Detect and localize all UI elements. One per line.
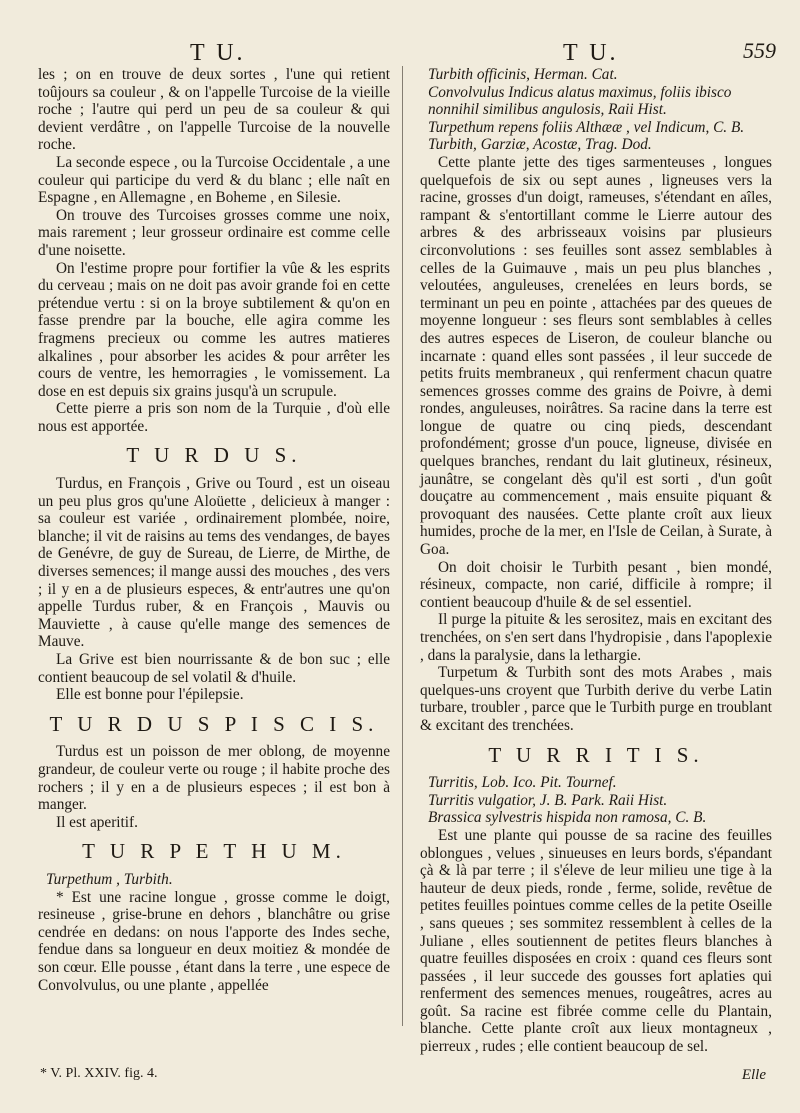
paragraph: La seconde espece , ou la Turcoise Occidentale , a une couleur qui participe du verd & du blanc ; elle naît en Espagne , en Allemagne , en Boheme , en Silesie. — [38, 153, 390, 207]
paragraph: On doit choisir le Turbith pesant , bien mondé, résineux, compacte, non carié, difficile à rompre; il contient beaucoup d'huile & de sel essentiel. — [420, 558, 772, 611]
right-text-column — [420, 66, 772, 1056]
running-head-right: T U. — [563, 40, 619, 66]
paragraph: Turdus, en François , Grive ou Tourd , est un oiseau un peu plus gros qu'une Aloüette , delicieux à manger : sa couleur est variée , ordinairement plombée, noire, blanche; il vit de raisins au tems des vendanges, de bayes de Genévre, de guy de Sureau, de Lierre, de Mirthe, de diverses semences; il mange aussi des mouches , des vers ; il y en a de plusieurs especes, & entr'autres une qu'on appelle Turdus ruber, & en François , Mauvis ou Mauviette , à cause qu'elle mange des semences de Mauve. — [38, 475, 390, 651]
paragraph: les ; on en trouve de deux sortes , l'une qui retient toûjours sa couleur , & on l'appelle Turcoise de la vieille roche ; l'autre qui perd un peu de sa couleur & qui devient verdâtre , on l'appelle Turcoise de la nouvelle roche. — [38, 66, 390, 154]
section-heading: T U R D U S. — [126, 443, 302, 468]
page-number: 559 — [743, 38, 776, 63]
synonym-line: Convolvulus Indicus alatus maximus, foliis ibisco nonnihil similibus angulosis, Raii Hist. — [428, 83, 732, 119]
left-text-column — [38, 66, 390, 994]
paragraph: Turdus est un poisson de mer oblong, de moyenne grandeur, de couleur verte ou rouge ; il habite proche des rochers ; il y en a de plusieurs especes ; il est bon à manger. — [38, 743, 390, 814]
synonym-line: Turritis vulgatior, J. B. Park. Raii Hist. — [428, 791, 668, 809]
footnote: * V. Pl. XXIV. fig. 4. — [40, 1066, 158, 1081]
paragraph: Cette plante jette des tiges sarmenteuses , longues quelquefois de six ou sept aunes , ligneuses vers la racine, grosses d'un doigt, rameuses, s'étendant en aîles, rampant & s'entortillant comme le Lierre autour des arbres & des arbrisseaux voisins par plusieurs circonvolutions : ses feuilles sont assez semblables à celles de la Guimauve , mais un peu plus blanches , veloutées, anguleuses, crenelées en leurs bords, se terminant un peu en pointe , attachées par des queues de moyenne longueur : ses fleurs sont semblables à celles des autres especes de Liseron, de couleur blanche ou incarnate : quand elles sont passées , il leur succede de petits fruits membraneux , qui renferment chacun quatre semences grosses comme des grains de Poivre, à demi rondes, anguleuses, noirâtres. Sa racine dans la terre est longue de quatre ou cinq pieds, descendant profondément; grosse d'un pouce, ligneuse, divisée en quelques branches, rendant du lait glutineux, résineux, jaunâtre, se congelant dès qu'il est sorti , d'un goût douçatre au commencement , mais ensuite piquant & provoquant des nausées. Cette plante croît aux lieux humides, proche de la mer, en l'Isle de Ceilan, à Surate, à Goa. — [420, 153, 772, 559]
section-heading: T U R P E T H U M. — [82, 839, 346, 864]
paragraph: Elle est bonne pour l'épilepsie. — [56, 686, 244, 704]
synonym-line: Turpethum , Turbith. — [46, 870, 173, 888]
paragraph: Il est aperitif. — [56, 813, 138, 831]
paragraph: On trouve des Turcoises grosses comme une noix, mais rarement ; leur grosseur ordinaire est comme celle d'une noisette. — [38, 206, 390, 259]
synonym-line: Turbith officinis, Herman. Cat. — [428, 66, 618, 83]
synonym-line: Turbith, Garziæ, Acostæ, Trag. Dod. — [428, 136, 652, 154]
catchword: Elle — [741, 1067, 766, 1083]
running-head-left: T U. — [190, 40, 246, 66]
paragraph: La Grive est bien nourrissante & de bon suc ; elle contient beaucoup de sel volatil & d'huile. — [38, 651, 390, 686]
paragraph: Il purge la pituite & les serositez, mais en excitant des trenchées, on s'en sert dans l'hydropisie , dans l'apoplexie , dans la paralysie, dans la lethargie. — [420, 611, 772, 664]
section-heading: T U R R I T I S. — [488, 742, 704, 767]
paragraph: Turpetum & Turbith sont des mots Arabes , mais quelques-uns croyent que Turbith derive du verbe Latin turbare, troubler , parce que le Turbith purge en troublant & excitant des trenchées. — [420, 664, 772, 734]
paragraph: Cette pierre a pris son nom de la Turquie , d'où elle nous est apportée. — [38, 400, 390, 435]
synonym-line: Brassica sylvestris hispida non ramosa, C. B. — [428, 809, 707, 827]
paragraph: * Est une racine longue , grosse comme le doigt, resineuse , grise-brune en dehors , blanchâtre ou grise cendrée en dedans: on nous l'apporte des Indes seche, fendue dans sa longueur en deux moitiez & mondée de son cœur. Elle pousse , étant dans la terre , une espece de Convolvulus, ou une plante , appellée — [38, 888, 390, 994]
column-divider-rule — [402, 66, 403, 1026]
synonym-line: Turpethum repens foliis Althææ , vel Indicum, C. B. — [428, 118, 745, 136]
paragraph: On l'estime propre pour fortifier la vûe & les esprits du cerveau ; mais on ne doit pas avoir grande foi en cette prétendue vertu : si on la broye subtilement & qu'on en fasse prendre par la bouche, elle agira comme les fragmens precieux ou comme les autres matieres alkalines , pour absorber les acides & pour arrêter les cours de ventre, les hemorragies , le vomissement. La dose en est depuis six grains jusqu'à un scrupule. — [38, 259, 390, 400]
paragraph: Est une plante qui pousse de sa racine des feuilles oblongues , velues , sinueuses en leurs bords, s'épandant çà & là par terre ; il s'éleve de leur milieu une tige à la hauteur de deux pieds, ronde , ferme, solide, revêtue de petites feuilles pointues comme celles de la petite Oseille , sans queues ; ses sommitez ressemblent à celles de la Juliane , elles soutiennent de petites fleurs blanches à quatre feuilles disposées en croix : quand ces fleurs sont passées , il leur succede des gousses fort aplaties qui renferment des semences menues, rougeâtres, acres au goût. Sa racine est fibrée comme celle du Plantain, blanche. Cette plante croît aux lieux montagneux , pierreux , rudes ; elle contient beaucoup de sel. — [420, 826, 772, 1056]
section-heading: T U R D U S P I S C I S. — [49, 711, 379, 736]
synonym-line: Turritis, Lob. Ico. Pit. Tournef. — [428, 774, 617, 792]
